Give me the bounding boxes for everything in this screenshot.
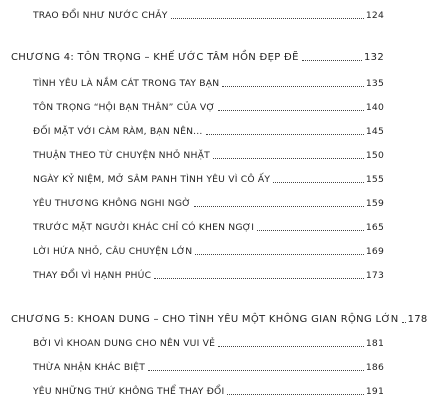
toc-entry-title: THỪA NHẬN KHÁC BIỆT (33, 362, 146, 373)
toc-chapter-5 (11, 310, 428, 326)
toc-entry-title: YÊU NHỮNG THỨ KHÔNG THỂ THAY ĐỔI (33, 386, 225, 397)
toc-entry (33, 334, 384, 350)
toc-entry-title: YÊU THƯƠNG KHÔNG NGHI NGỜ (33, 198, 191, 209)
toc-entry-page: 165 (365, 222, 384, 233)
toc-entry-title: THAY ĐỔI VÌ HẠNH PHÚC (33, 270, 152, 281)
toc-chapter-page: 178 (407, 314, 428, 325)
dot-leader (402, 322, 406, 323)
toc-entry-title: TRAO ĐỔI NHƯ NƯỚC CHẢY (33, 10, 168, 21)
dot-leader (206, 134, 364, 135)
toc-entry-title: TÔN TRỌNG “HỘI BẠN THÂN” CỦA VỢ (33, 102, 215, 113)
toc-chapter-title: CHƯƠNG 4: TÔN TRỌNG – KHẾ ƯỚC TÂM HỒN ĐẸP ĐẼ (11, 52, 299, 63)
toc-entry (33, 98, 384, 114)
dot-leader (273, 182, 364, 183)
toc-entry-page: 191 (365, 386, 384, 397)
dot-leader (194, 206, 364, 207)
toc-entry (33, 170, 384, 186)
toc-entry (33, 358, 384, 374)
dot-leader (222, 86, 364, 87)
toc-entry-page: 145 (365, 126, 384, 137)
dot-leader (195, 254, 363, 255)
dot-leader (171, 18, 364, 19)
toc-entry (33, 266, 384, 282)
toc-entry (33, 242, 384, 258)
dot-leader (257, 230, 364, 231)
dot-leader (154, 278, 364, 279)
toc-entry-title: BỞI VÌ KHOAN DUNG CHO NÊN VUI VẺ (33, 338, 216, 349)
toc-chapter-title: CHƯƠNG 5: KHOAN DUNG – CHO TÌNH YÊU MỘT KHÔNG GIAN RỘNG LỚN (11, 314, 399, 325)
toc-entry (33, 146, 384, 162)
toc-entry (33, 122, 384, 138)
dot-leader (213, 158, 364, 159)
toc-entry-page: 169 (365, 246, 384, 257)
toc-entry-page: 173 (365, 270, 384, 281)
toc-entry-title: THUẬN THEO TỪ CHUYỆN NHỎ NHẶT (33, 150, 210, 161)
toc-entry-page: 150 (365, 150, 384, 161)
toc-entry (33, 218, 384, 234)
toc-entry-page: 124 (365, 10, 384, 21)
toc-entry (33, 74, 384, 90)
toc-entry (33, 194, 384, 210)
toc-entry-title: NGÀY KỶ NIỆM, MỞ SÂM PANH TÌNH YÊU VÌ CÔ ẤY (33, 174, 271, 185)
toc-entry-page: 186 (365, 362, 384, 373)
toc-entry (33, 382, 384, 398)
dot-leader (148, 370, 364, 371)
toc-entry-title: TÌNH YÊU LÀ NẮM CÁT TRONG TAY BẠN (33, 78, 220, 89)
toc-chapter-page: 132 (364, 52, 384, 63)
toc-entry-page: 135 (365, 78, 384, 89)
toc-entry-title: LỜI HỨA NHỎ, CÂU CHUYỆN LỚN (33, 246, 193, 257)
toc-entry-title: TRƯỚC MẶT NGƯỜI KHÁC CHỈ CÓ KHEN NGỢI (33, 222, 255, 233)
dot-leader (218, 110, 364, 111)
dot-leader (227, 394, 363, 395)
toc-entry-page: 140 (365, 102, 384, 113)
toc-entry-page: 155 (365, 174, 384, 185)
dot-leader (302, 60, 362, 61)
toc-chapter-4 (11, 48, 384, 64)
dot-leader (218, 346, 364, 347)
toc-entry-page: 181 (365, 338, 384, 349)
toc-entry (33, 6, 384, 22)
toc-entry-page: 159 (365, 198, 384, 209)
toc-entry-title: ĐỐI MẶT VỚI CÀM RÀM, BẠN NÊN... (33, 126, 203, 137)
